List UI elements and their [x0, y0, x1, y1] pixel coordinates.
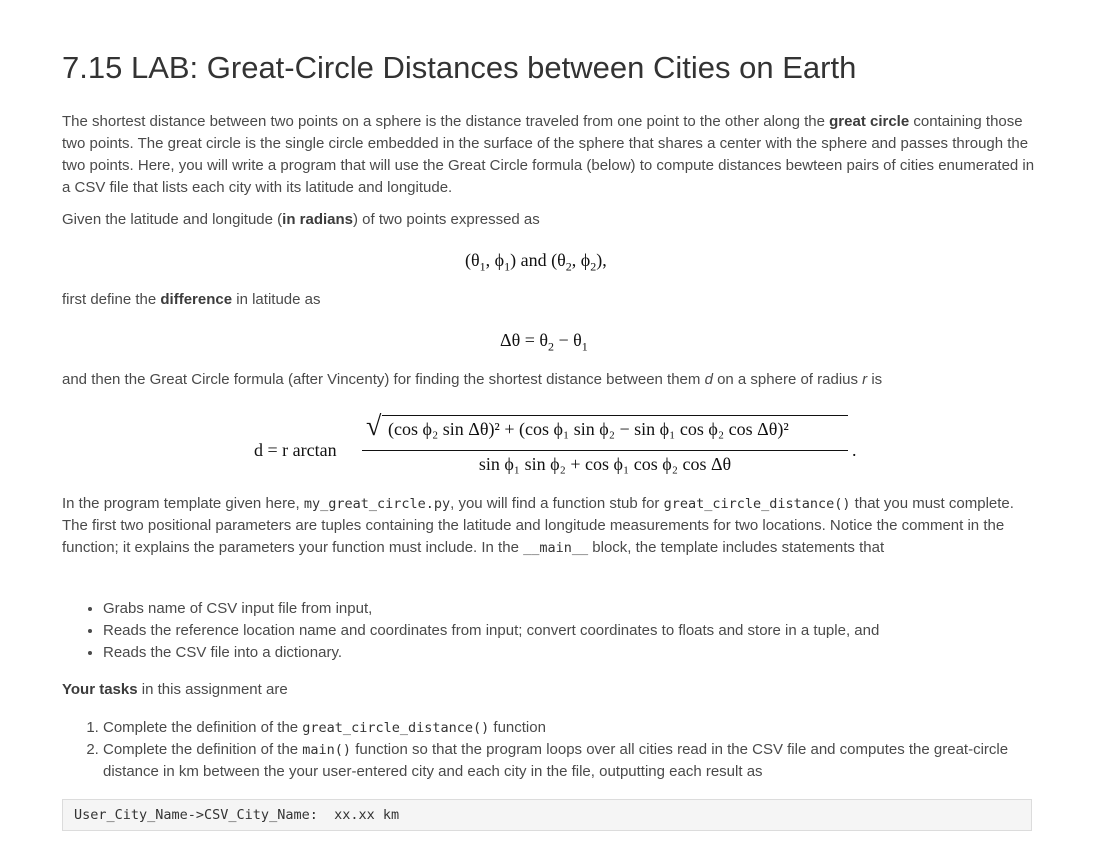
tasks-list: [62, 717, 1043, 783]
function-name: great_circle_distance(): [663, 496, 851, 512]
list-item: • Reads the CSV file into a dictionary.: [103, 642, 1043, 664]
formula-lhs: d = r arctan: [254, 440, 337, 460]
great-circle-formula: d = r arctan √ (cos ϕ₂ sin Δθ)² + (cos ϕ₁ sin ϕ₂ − sin ϕ₁ cos ϕ₂ cos Δθ)² sin ϕ₁ sin ϕ₂ + cos ϕ₁ cos ϕ₂ cos Δθ .: [254, 411, 857, 474]
define-paragraph: first define the difference in latitude as: [62, 291, 321, 308]
template-filename: my_great_circle.py: [303, 496, 451, 512]
formula-numerator: √ (cos ϕ₂ sin Δθ)² + (cos ϕ₁ sin ϕ₂ − sin ϕ₁ cos ϕ₂ cos Δθ)²: [366, 412, 848, 442]
list-item: 2. Complete the definition of the main() function so that the program loops over all cities read in the CSV file and computes the great-circle distance in km between the your user-entered city and each city in the file, outputting each result as: [103, 739, 1043, 783]
formula-intro-paragraph: and then the Great Circle formula (after Vincenty) for finding the shortest distance between them d on a sphere of radius r is: [62, 371, 883, 388]
intro-paragraph: The shortest distance between two points on a sphere is the distance traveled from one point to the other along the great circle containing those two points. The great circle is the single circle embedded in the surface of the sphere that shares a center with the sphere and passes through the two points. Here, you will write a program that will use the Great Circle formula (below) to compute distances bewteen pairs of cities enumerated in a CSV file that lists each city with its latitude and longitude.: [62, 113, 1035, 196]
tasks-heading: Your tasks in this assignment are: [62, 681, 288, 698]
list-item: 1. Complete the definition of the great_circle_distance() function: [103, 717, 1043, 739]
difference-term: difference: [160, 291, 233, 308]
sqrt-sign-icon: √: [366, 411, 382, 442]
given-paragraph: Given the latitude and longitude (in radians) of two points expressed as: [62, 211, 540, 228]
coordinates-equation: ($\theta_1$, $\phi_1$) and ($\theta_2$, $\phi_2$),: [465, 250, 607, 274]
template-statements-list: [62, 598, 1043, 664]
your-tasks-term: Your tasks: [62, 681, 138, 698]
template-paragraph: In the program template given here, my_great_circle.py, you will find a function stub for great_circle_distance() that you must complete. The first two positional parameters are tuples containing the latitude and longitude measurements for two locations. Notice the comment in the function; it explains the parameters your function must include. In the __main__ block, the template includes statements that: [62, 495, 1014, 556]
list-item: • Reads the reference location name and coordinates from input; convert coordinates to floats and store in a tuple, and: [103, 620, 1043, 642]
formula-denominator: sin ϕ₁ sin ϕ₂ + cos ϕ₁ cos ϕ₂ cos Δθ: [478, 454, 732, 474]
output-format-code-block: User_City_Name->CSV_City_Name: xx.xx km: [62, 799, 1032, 831]
delta-theta-equation: $\Delta\theta = \theta_2 - \theta_1$: [500, 330, 588, 354]
page-title: 7.15 LAB: Great-Circle Distances between Cities on Earth: [62, 50, 857, 85]
main-block-name: __main__: [523, 540, 589, 556]
great-circle-term: great circle: [829, 113, 910, 130]
in-radians-term: in radians: [282, 211, 354, 228]
fraction-bar: [362, 450, 848, 451]
list-item: • Grabs name of CSV input file from input,: [103, 598, 1043, 620]
